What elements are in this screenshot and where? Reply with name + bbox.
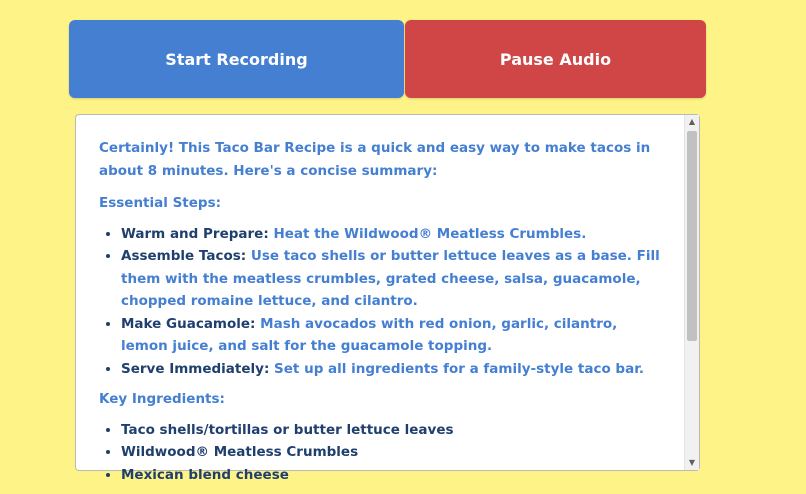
scrollbar-thumb[interactable] (687, 131, 697, 341)
triangle-up-icon[interactable]: ▲ (688, 117, 696, 126)
ingredient-text: Taco shells/tortillas or butter lettuce leaves (121, 421, 454, 438)
ingredient-text: Wildwood® Meatless Crumbles (121, 444, 359, 460)
step-text: Use taco shells or butter lettuce leaves as a base. Fill them with the meatless crumbles, grated cheese, salsa, guacamole, chopped romaine lettuce, and cilantro. (121, 248, 660, 309)
pause-audio-button[interactable]: Pause Audio (405, 20, 706, 98)
steps-list (99, 223, 664, 381)
step-title: Assemble Tacos: (121, 248, 247, 264)
step-item (121, 245, 664, 313)
controls-row (69, 20, 706, 98)
ingredients-heading: Key Ingredients: (99, 391, 225, 407)
step-text: Set up all ingredients for a family-style taco bar. (274, 360, 645, 377)
triangle-down-icon[interactable]: ▼ (688, 458, 696, 467)
response-content (99, 137, 664, 494)
step-text: Mash avocados with red onion, garlic, cilantro, lemon juice, and salt for the guacamole topping. (121, 315, 618, 354)
ingredients-list (99, 419, 664, 487)
step-title: Serve Immediately: (121, 360, 270, 377)
ingredient-text: Mexican blend cheese (121, 466, 289, 483)
step-item (121, 358, 664, 381)
response-intro: Certainly! This Taco Bar Recipe is a quick and easy way to make tacos in about 8 minutes. Here's a concise summary: (99, 140, 651, 179)
ingredient-item (121, 441, 664, 464)
vertical-scrollbar[interactable] (684, 115, 699, 470)
start-recording-button[interactable]: Start Recording (69, 20, 404, 98)
ingredient-item (121, 464, 664, 487)
step-title: Warm and Prepare: (121, 225, 269, 242)
steps-heading: Essential Steps: (99, 195, 222, 211)
response-panel[interactable] (75, 114, 700, 483)
step-title: Make Guacamole: (121, 315, 256, 332)
step-item (121, 223, 664, 246)
step-item (121, 313, 664, 358)
step-text: Heat the Wildwood® Meatless Crumbles. (273, 225, 587, 242)
ingredient-item (121, 419, 664, 442)
